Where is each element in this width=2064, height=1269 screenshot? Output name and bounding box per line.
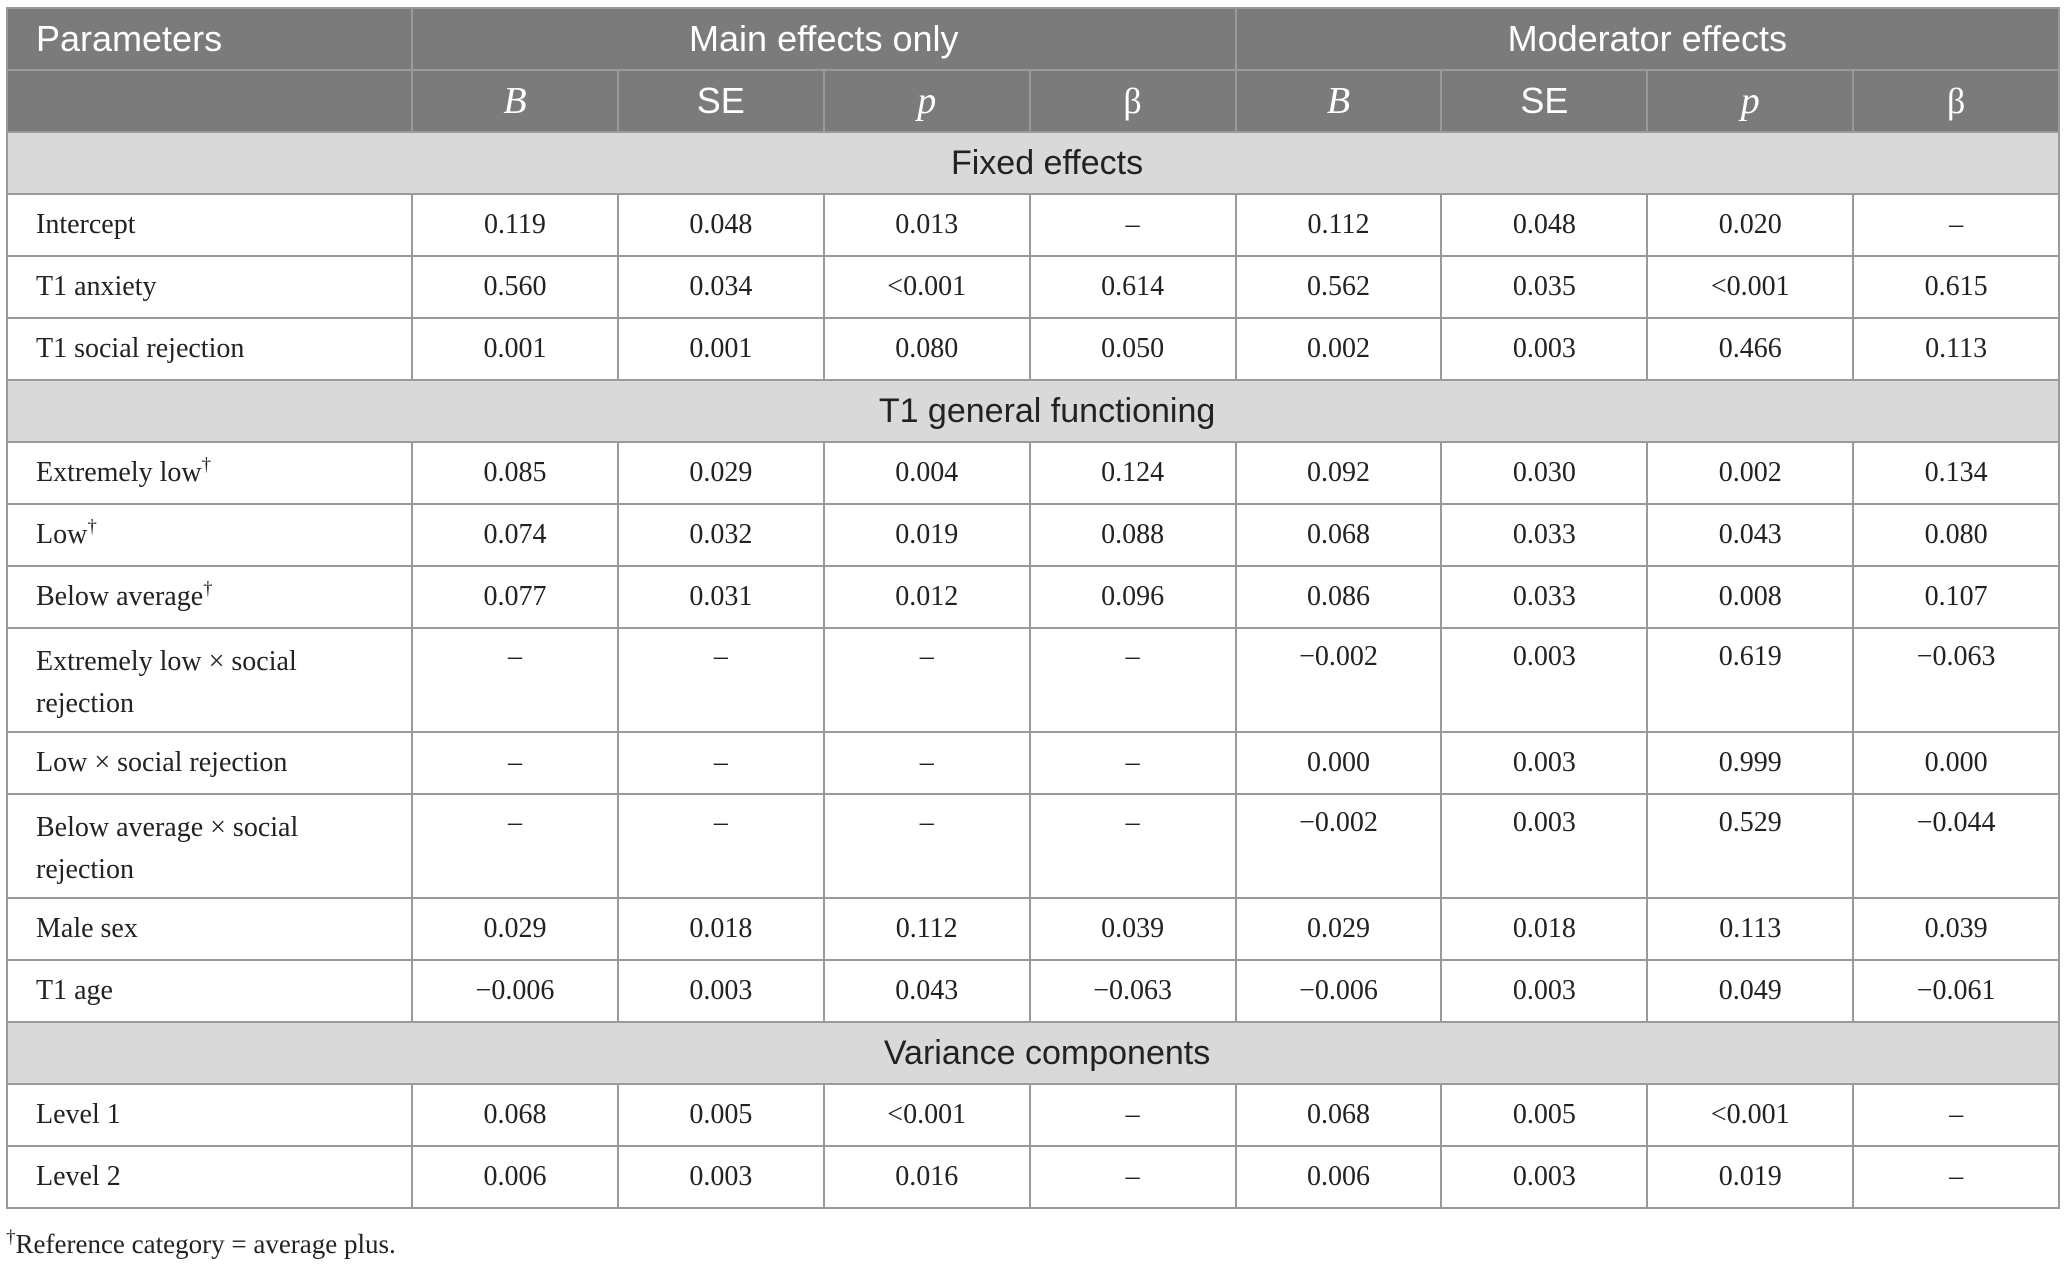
cell-p-main: 0.019 <box>824 504 1030 566</box>
row-label: Low × social rejection <box>7 732 412 794</box>
cell-se-main: 0.003 <box>618 1146 824 1208</box>
cell-p-main: – <box>824 732 1030 794</box>
cell-se-main: 0.018 <box>618 898 824 960</box>
table-container <box>6 7 2060 1209</box>
row-label-line1: Below average × social <box>36 812 299 843</box>
table-body <box>7 132 2059 1208</box>
cell-se-main: 0.003 <box>618 960 824 1022</box>
section-general-functioning <box>7 380 2059 442</box>
header-row-stats <box>7 70 2059 132</box>
cell-b-main: 0.068 <box>412 1084 618 1146</box>
table-footnote <box>6 1229 396 1260</box>
cell-beta-moderator: – <box>1853 1146 2059 1208</box>
dagger-mark: † <box>203 578 213 600</box>
cell-p-moderator: <0.001 <box>1647 1084 1853 1146</box>
cell-p-main: 0.080 <box>824 318 1030 380</box>
cell-b-main: 0.029 <box>412 898 618 960</box>
cell-p-moderator: 0.999 <box>1647 732 1853 794</box>
table-row <box>7 628 2059 732</box>
cell-b-main: 0.006 <box>412 1146 618 1208</box>
cell-beta-moderator: −0.044 <box>1853 794 2059 898</box>
col-se-moderator: SE <box>1441 70 1647 132</box>
cell-se-main: 0.034 <box>618 256 824 318</box>
cell-p-main: – <box>824 794 1030 898</box>
cell-se-main: 0.029 <box>618 442 824 504</box>
cell-beta-moderator: 0.615 <box>1853 256 2059 318</box>
col-p-moderator: p <box>1647 70 1853 132</box>
cell-beta-moderator: 0.107 <box>1853 566 2059 628</box>
cell-se-moderator: 0.005 <box>1441 1084 1647 1146</box>
section-title: Fixed effects <box>7 132 2059 194</box>
row-label <box>7 566 412 628</box>
cell-beta-moderator: −0.063 <box>1853 628 2059 732</box>
cell-se-moderator: 0.003 <box>1441 960 1647 1022</box>
cell-se-main: – <box>618 628 824 732</box>
cell-se-moderator: 0.003 <box>1441 318 1647 380</box>
col-p-main: p <box>824 70 1030 132</box>
cell-beta-moderator: 0.000 <box>1853 732 2059 794</box>
row-label <box>7 442 412 504</box>
cell-b-moderator: 0.029 <box>1236 898 1442 960</box>
cell-p-main: 0.004 <box>824 442 1030 504</box>
row-label: T1 social rejection <box>7 318 412 380</box>
cell-b-main: 0.119 <box>412 194 618 256</box>
table-row <box>7 566 2059 628</box>
cell-b-moderator: 0.002 <box>1236 318 1442 380</box>
cell-p-moderator: <0.001 <box>1647 256 1853 318</box>
header-blank-cell <box>7 70 412 132</box>
row-label: T1 anxiety <box>7 256 412 318</box>
cell-b-moderator: −0.002 <box>1236 794 1442 898</box>
cell-b-main: 0.085 <box>412 442 618 504</box>
cell-p-main: <0.001 <box>824 1084 1030 1146</box>
cell-b-main: 0.077 <box>412 566 618 628</box>
col-beta-main: β <box>1030 70 1236 132</box>
col-beta-moderator: β <box>1853 70 2059 132</box>
cell-b-moderator: 0.000 <box>1236 732 1442 794</box>
cell-b-moderator: −0.002 <box>1236 628 1442 732</box>
cell-p-moderator: 0.020 <box>1647 194 1853 256</box>
col-se-main: SE <box>618 70 824 132</box>
cell-b-main: 0.560 <box>412 256 618 318</box>
row-label <box>7 504 412 566</box>
row-label-text: Extremely low <box>36 457 202 488</box>
table-header <box>7 8 2059 132</box>
dagger-mark: † <box>201 454 212 476</box>
cell-se-main: 0.005 <box>618 1084 824 1146</box>
cell-p-moderator: 0.113 <box>1647 898 1853 960</box>
header-row-groups <box>7 8 2059 70</box>
cell-beta-moderator: 0.134 <box>1853 442 2059 504</box>
row-label <box>7 794 412 898</box>
row-label-text: Low <box>36 519 88 550</box>
col-b-moderator: B <box>1236 70 1442 132</box>
table-row <box>7 318 2059 380</box>
cell-b-moderator: 0.068 <box>1236 1084 1442 1146</box>
cell-beta-moderator: 0.080 <box>1853 504 2059 566</box>
cell-se-main: 0.001 <box>618 318 824 380</box>
cell-beta-main: – <box>1030 628 1236 732</box>
cell-se-main: – <box>618 732 824 794</box>
cell-beta-moderator: 0.039 <box>1853 898 2059 960</box>
cell-se-moderator: 0.003 <box>1441 732 1647 794</box>
cell-p-main: – <box>824 628 1030 732</box>
cell-beta-main: – <box>1030 732 1236 794</box>
row-label-text: Below average <box>36 581 204 612</box>
footnote-mark: † <box>6 1227 16 1248</box>
cell-b-main: – <box>412 732 618 794</box>
row-label-line2: rejection <box>36 688 134 719</box>
table-row <box>7 442 2059 504</box>
cell-beta-moderator: – <box>1853 1084 2059 1146</box>
table-row <box>7 898 2059 960</box>
table-row <box>7 732 2059 794</box>
cell-b-moderator: −0.006 <box>1236 960 1442 1022</box>
moderator-effects-header: Moderator effects <box>1236 8 2060 70</box>
cell-se-moderator: 0.035 <box>1441 256 1647 318</box>
table-row <box>7 504 2059 566</box>
results-table <box>6 7 2060 1209</box>
cell-b-main: −0.006 <box>412 960 618 1022</box>
cell-se-main: 0.032 <box>618 504 824 566</box>
row-label: Male sex <box>7 898 412 960</box>
cell-p-main: 0.013 <box>824 194 1030 256</box>
cell-p-moderator: 0.002 <box>1647 442 1853 504</box>
cell-p-moderator: 0.019 <box>1647 1146 1853 1208</box>
row-label-line1: Extremely low × social <box>36 646 297 677</box>
section-variance-components <box>7 1022 2059 1084</box>
cell-se-moderator: 0.033 <box>1441 504 1647 566</box>
cell-beta-main: 0.039 <box>1030 898 1236 960</box>
row-label-line2: rejection <box>36 854 134 885</box>
section-title: Variance components <box>7 1022 2059 1084</box>
cell-b-moderator: 0.068 <box>1236 504 1442 566</box>
row-label: T1 age <box>7 960 412 1022</box>
table-row <box>7 194 2059 256</box>
cell-se-main: 0.048 <box>618 194 824 256</box>
cell-beta-main: 0.124 <box>1030 442 1236 504</box>
cell-p-moderator: 0.529 <box>1647 794 1853 898</box>
cell-beta-main: – <box>1030 194 1236 256</box>
cell-b-main: 0.001 <box>412 318 618 380</box>
cell-beta-main: – <box>1030 1084 1236 1146</box>
row-label <box>7 628 412 732</box>
cell-beta-main: 0.088 <box>1030 504 1236 566</box>
cell-p-main: 0.043 <box>824 960 1030 1022</box>
cell-p-main: 0.016 <box>824 1146 1030 1208</box>
cell-b-moderator: 0.562 <box>1236 256 1442 318</box>
section-title: T1 general functioning <box>7 380 2059 442</box>
cell-p-main: 0.012 <box>824 566 1030 628</box>
cell-se-moderator: 0.003 <box>1441 628 1647 732</box>
cell-se-moderator: 0.048 <box>1441 194 1647 256</box>
cell-p-main: 0.112 <box>824 898 1030 960</box>
cell-p-moderator: 0.043 <box>1647 504 1853 566</box>
col-b-main: B <box>412 70 618 132</box>
cell-se-moderator: 0.018 <box>1441 898 1647 960</box>
cell-b-moderator: 0.086 <box>1236 566 1442 628</box>
cell-se-main: 0.031 <box>618 566 824 628</box>
row-label: Intercept <box>7 194 412 256</box>
cell-se-moderator: 0.030 <box>1441 442 1647 504</box>
cell-p-main: <0.001 <box>824 256 1030 318</box>
parameters-header: Parameters <box>7 8 412 70</box>
table-row <box>7 1146 2059 1208</box>
section-fixed-effects <box>7 132 2059 194</box>
cell-p-moderator: 0.619 <box>1647 628 1853 732</box>
cell-beta-main: −0.063 <box>1030 960 1236 1022</box>
cell-se-main: – <box>618 794 824 898</box>
cell-p-moderator: 0.008 <box>1647 566 1853 628</box>
cell-se-moderator: 0.003 <box>1441 1146 1647 1208</box>
cell-beta-main: 0.096 <box>1030 566 1236 628</box>
main-effects-header: Main effects only <box>412 8 1236 70</box>
cell-beta-moderator: −0.061 <box>1853 960 2059 1022</box>
dagger-mark: † <box>87 516 97 538</box>
cell-p-moderator: 0.049 <box>1647 960 1853 1022</box>
table-row <box>7 794 2059 898</box>
cell-p-moderator: 0.466 <box>1647 318 1853 380</box>
cell-b-main: – <box>412 628 618 732</box>
table-row <box>7 256 2059 318</box>
table-row <box>7 1084 2059 1146</box>
table-row <box>7 960 2059 1022</box>
cell-b-moderator: 0.092 <box>1236 442 1442 504</box>
row-label: Level 2 <box>7 1146 412 1208</box>
cell-b-moderator: 0.006 <box>1236 1146 1442 1208</box>
cell-beta-main: – <box>1030 1146 1236 1208</box>
cell-b-main: 0.074 <box>412 504 618 566</box>
cell-beta-moderator: 0.113 <box>1853 318 2059 380</box>
cell-beta-main: 0.614 <box>1030 256 1236 318</box>
cell-se-moderator: 0.033 <box>1441 566 1647 628</box>
cell-beta-main: 0.050 <box>1030 318 1236 380</box>
cell-beta-main: – <box>1030 794 1236 898</box>
cell-b-main: – <box>412 794 618 898</box>
footnote-text: Reference category = average plus. <box>15 1229 396 1259</box>
row-label: Level 1 <box>7 1084 412 1146</box>
cell-b-moderator: 0.112 <box>1236 194 1442 256</box>
cell-se-moderator: 0.003 <box>1441 794 1647 898</box>
cell-beta-moderator: – <box>1853 194 2059 256</box>
